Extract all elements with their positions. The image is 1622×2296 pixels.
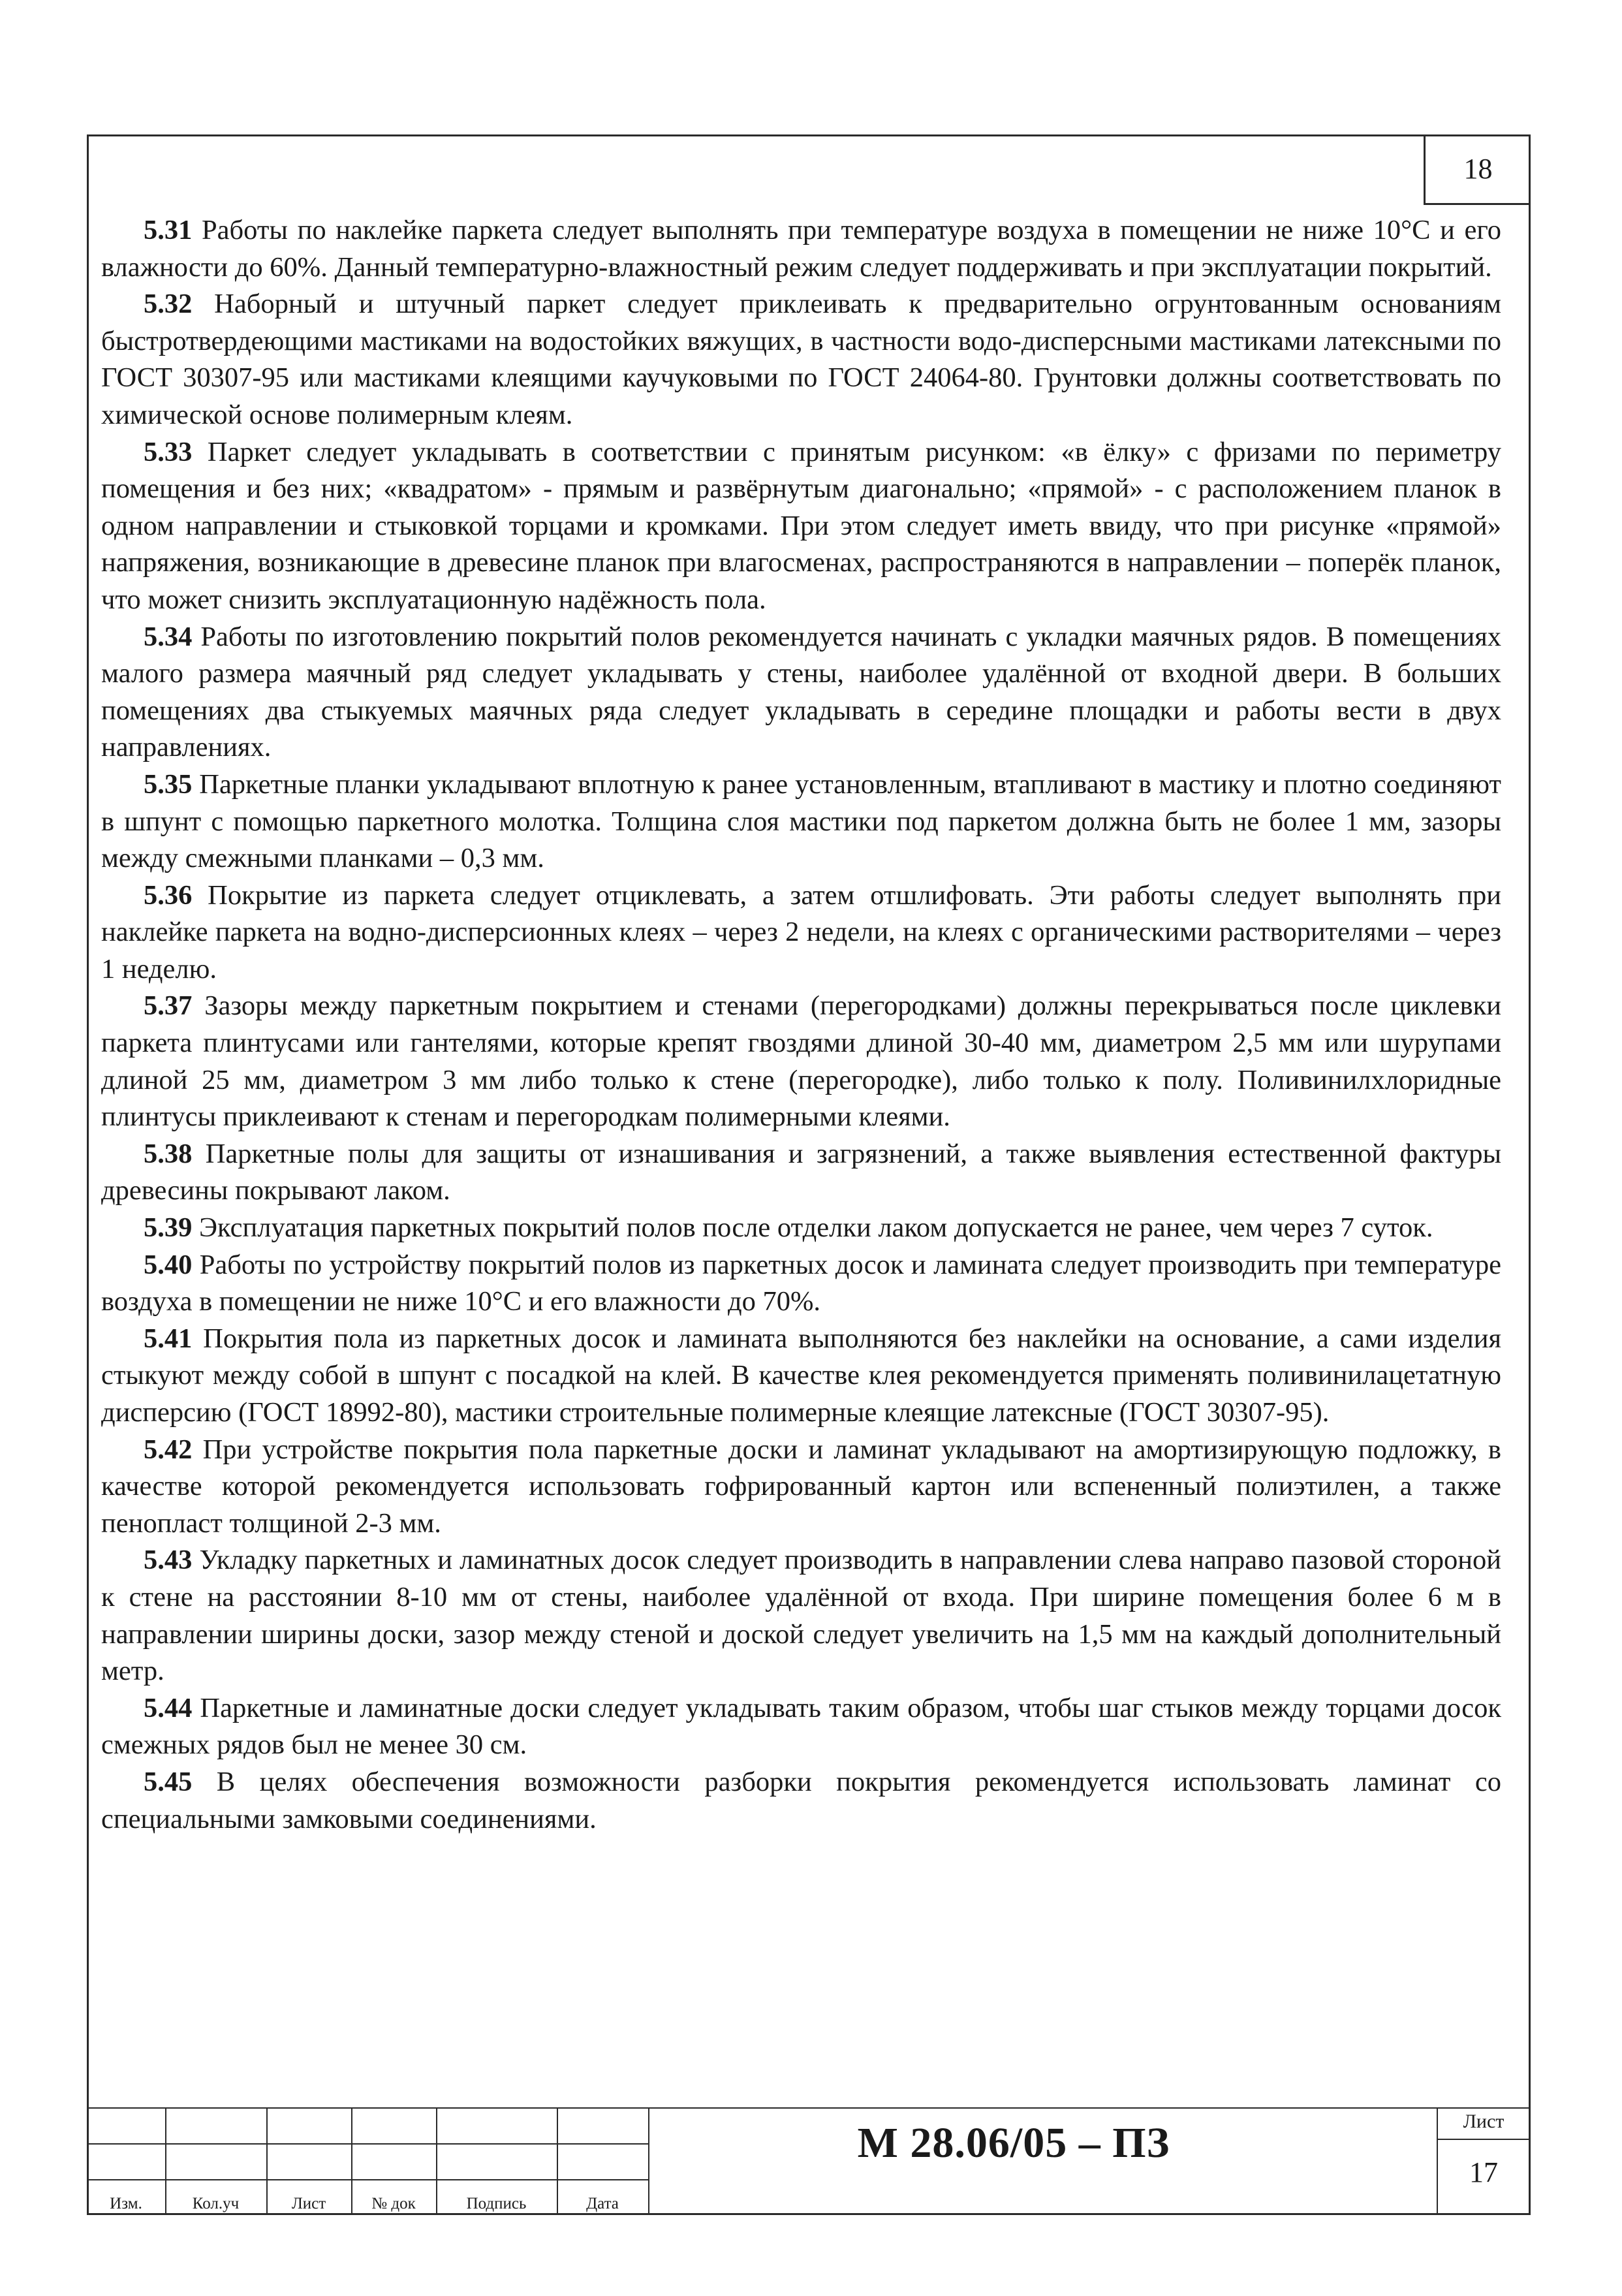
- clause-number: 5.44: [144, 1692, 193, 1723]
- clause-number: 5.34: [144, 621, 193, 652]
- paragraph-5-35: [101, 766, 1501, 877]
- clause-text: Паркетные планки укладывают вплотную к ранее установленным, втапливают в мастику и плотно соединяют в шпунт с помощью паркетного молотка. Толщина слоя мастики под паркетом должна быть не более 1 мм, зазоры между смежными планками – 0,3 мм.: [101, 768, 1501, 874]
- paragraph-5-45: [101, 1764, 1501, 1838]
- document-code: М 28.06/05 – ПЗ: [857, 2119, 1170, 2167]
- column-header-kol-uch: Кол.уч: [192, 2195, 240, 2212]
- clause-text: Укладку паркетных и ламинатных досок следует производить в направлении слева направо пазовой стороной к стене на расстоянии 8-10 мм от стены, наиболее удалённой от входа. При ширине помещения более 6 м в направлении ширины доски, зазор между стеной и доской следует увеличить на 1,5 мм на каждый дополнительный метр.: [101, 1545, 1501, 1687]
- clause-number: 5.38: [144, 1138, 193, 1169]
- clause-text: Работы по устройству покрытий полов из паркетных досок и ламината следует производить при температуре воздуха в помещении не ниже 10°С и его влажности до 70%.: [101, 1249, 1501, 1317]
- paragraph-5-43: [101, 1542, 1501, 1690]
- clause-number: 5.39: [144, 1212, 193, 1244]
- clause-number: 5.32: [144, 289, 193, 320]
- paragraph-5-44: [101, 1690, 1501, 1764]
- sheet-label: Лист: [1463, 2111, 1505, 2132]
- paragraph-5-36: [101, 877, 1501, 988]
- document-body: [101, 212, 1501, 1838]
- paragraph-5-34: [101, 619, 1501, 766]
- clause-number: 5.36: [144, 879, 193, 911]
- clause-number: 5.33: [144, 436, 193, 467]
- clause-text: Работы по изготовлению покрытий полов рекомендуется начинать с укладки маячных рядов. В помещениях малого размера маячный ряд следует укладывать у стены, наиболее удалённой от входной двери. В больших помещениях два стыкуемых маячных ряда следует укладывать в середине площадки и работы вести в двух направлениях.: [101, 621, 1501, 763]
- clause-text: Покрытие из паркета следует отциклевать, а затем отшлифовать. Эти работы следует выполнять при наклейке паркета на водно-дисперсионных клеях – через 2 недели, на клеях с органическими растворителями – через 1 неделю.: [101, 879, 1501, 984]
- paragraph-5-37: [101, 988, 1501, 1135]
- paragraph-5-32: [101, 286, 1501, 433]
- clause-text: Работы по наклейке паркета следует выполнять при температуре воздуха в помещении не ниже 10°С и его влажности до 60%. Данный температурно-влажностный режим следует поддерживать и при эксплуатации покрытий.: [101, 215, 1501, 283]
- clause-text: Зазоры между паркетным покрытием и стенами (перегородками) должны перекрываться после циклевки паркета плинтусами или гантелями, которые крепят гвоздями длиной 30-40 мм, диаметром 2,5 мм или шурупами длиной 25 мм, диаметром 3 мм либо только к стене (перегородке), либо только к полу. Поливинилхлоридные плинтусы приклеивают к стенам и перегородкам полимерными клеями.: [101, 990, 1501, 1133]
- paragraph-5-41: [101, 1321, 1501, 1432]
- clause-number: 5.35: [144, 768, 193, 800]
- clause-text: Паркет следует укладывать в соответствии с принятым рисунком: «в ёлку» с фризами по периметру помещения и без них; «квадратом» - прямым и развёрнутым диагонально; «прямой» - с расположением планок в одном направлении и стыковкой торцами и кромками. При этом следует иметь ввиду, что при рисунке «прямой» напряжения, возникающие в древесине планок при влагосменах, распространяются в направлении – поперёк планок, что может снизить эксплуатационную надёжность пола.: [101, 436, 1501, 615]
- page-number-top: 18: [1424, 134, 1531, 205]
- clause-text: Покрытия пола из паркетных досок и ламината выполняются без наклейки на основание, а сами изделия стыкуют между собой в шпунт с посадкой на клей. В качестве клея рекомендуется применять поливинилацетатную дисперсию (ГОСТ 18992-80), мастики строительные полимерные клеящие латексные (ГОСТ 30307-95).: [101, 1323, 1501, 1428]
- paragraph-5-31: [101, 212, 1501, 286]
- column-header-signature: Подпись: [466, 2195, 527, 2212]
- paragraph-5-40: [101, 1247, 1501, 1321]
- title-block: [87, 2107, 1531, 2215]
- column-header-izm: Изм.: [110, 2195, 142, 2212]
- clause-text: Эксплуатация паркетных покрытий полов после отделки лаком допускается не ранее, чем через 7 суток.: [192, 1212, 1433, 1244]
- clause-text: В целях обеспечения возможности разборки покрытия рекомендуется использовать ламинат со специальными замковыми соединениями.: [101, 1766, 1501, 1834]
- column-header-date: Дата: [586, 2195, 619, 2212]
- paragraph-5-42: [101, 1432, 1501, 1543]
- sheet-number: 17: [1469, 2156, 1498, 2188]
- clause-number: 5.43: [144, 1545, 193, 1576]
- clause-number: 5.40: [144, 1249, 193, 1280]
- clause-number: 5.41: [144, 1323, 193, 1354]
- clause-number: 5.45: [144, 1766, 193, 1797]
- clause-number: 5.31: [144, 215, 193, 245]
- clause-text: Паркетные и ламинатные доски следует укладывать таким образом, чтобы шаг стыков между торцами досок смежных рядов был не менее 30 см.: [101, 1692, 1501, 1761]
- stamp-line: [87, 2143, 648, 2145]
- clause-number: 5.37: [144, 990, 193, 1022]
- paragraph-5-33: [101, 434, 1501, 619]
- clause-text: Паркетные полы для защиты от изнашивания и загрязнений, а также выявления естественной фактуры древесины покрывают лаком.: [101, 1138, 1501, 1206]
- clause-text: Наборный и штучный паркет следует приклеивать к предварительно огрунтованным основаниям быстротвердеющими мастиками на водостойких вяжущих, в частности водо-дисперсными мастиками латексными по ГОСТ 30307-95 или мастиками клеящими каучуковыми по ГОСТ 24064-80. Грунтовки должны соответствовать по химической основе полимерным клеям.: [101, 289, 1501, 430]
- paragraph-5-38: [101, 1136, 1501, 1210]
- paragraph-5-39: [101, 1210, 1501, 1247]
- stamp-line: [87, 2179, 648, 2180]
- clause-number: 5.42: [144, 1434, 193, 1465]
- column-header-doc-number: № док: [371, 2195, 416, 2212]
- clause-text: При устройстве покрытия пола паркетные доски и ламинат укладывают на амортизирующую подложку, в качестве которой рекомендуется использовать гофрированный картон или вспененный полиэтилен, а также пенопласт толщиной 2-3 мм.: [101, 1434, 1501, 1539]
- column-header-list: Лист: [291, 2195, 326, 2212]
